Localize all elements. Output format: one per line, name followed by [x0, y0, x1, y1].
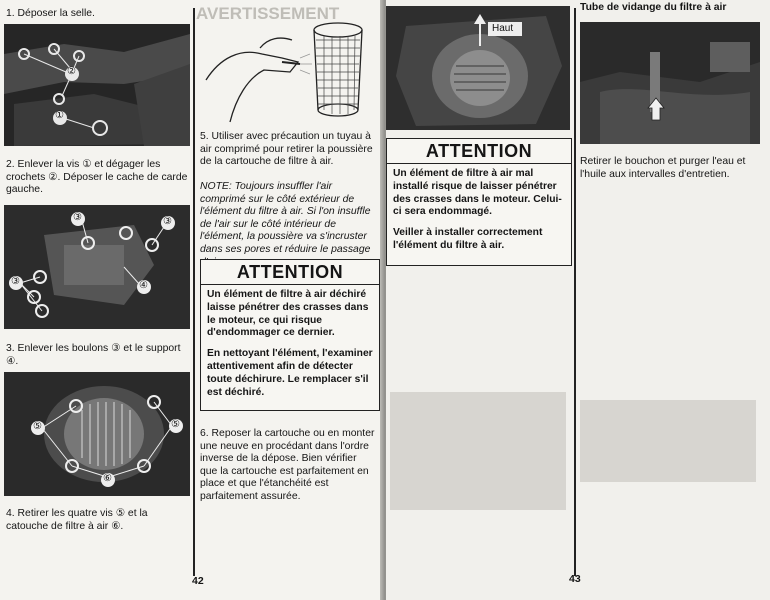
callout-5b: ⑤: [171, 419, 180, 430]
attention-right-text-2: Veiller à installer correctement l'élément du filtre à air.: [393, 227, 543, 251]
step-5-text: 5. Utiliser avec précaution un tuyau à air comprimé pour retirer la poussière de la cartouche de filtre à air.: [200, 131, 373, 168]
callout-3a: ③: [73, 212, 82, 223]
attention-box-left: [200, 259, 380, 411]
photo-side-cover: [4, 24, 190, 146]
callout-3b: ③: [163, 216, 172, 227]
page-number-right: 43: [569, 573, 581, 585]
step-4-text: 4. Retirer les quatre vis ⑤ et la catouche de filtre à air ⑥.: [6, 508, 148, 532]
page-number-left: 42: [192, 575, 204, 587]
note-text: NOTE: Toujours insuffler l'air comprimé sur le côté extérieur de l'élément du filtre à air. Si l'on insuffle de l'air sur le côté intérieur de l'élément, la poussière va s'incruster dans ses pores et réduire le passage: [200, 181, 371, 255]
callout-5a: ⑤: [33, 421, 42, 432]
attention-right-text-1: Un élément de filtre à air mal installé risque de laisser pénétrer des crasses dans le moteur. Celui-ci sera endommagé.: [393, 168, 562, 218]
callout-3c: ③: [11, 276, 20, 287]
photo-drain-tube: [580, 22, 760, 144]
drain-text: Retirer le bouchon et purger l'eau et l'huile aux intervalles d'entretien.: [580, 156, 746, 180]
photo-filter-cartridge: [4, 372, 190, 496]
column-divider: [193, 8, 195, 576]
attention-text-1: Un élément de filtre à air déchiré laisse pénétrer des crasses dans le moteur, ce qui risque d'endommager ce dernier.: [207, 289, 369, 339]
step-3-text: 3. Enlever les boulons ③ et le support ④.: [6, 343, 181, 367]
section-title: Tube de vidange du filtre à air: [580, 2, 727, 13]
callout-2: ②: [67, 66, 76, 77]
attention-box-right: [386, 138, 572, 266]
photo-bolts-support: [4, 205, 190, 329]
photo-filter-housing-top: [386, 6, 570, 130]
photo-label-haut: Haut: [492, 23, 514, 34]
attention-title-right: ATTENTION: [387, 139, 571, 164]
right-page: [386, 0, 770, 600]
step-6-text: 6. Reposer la cartouche ou en monter une neuve en procédant dans l'ordre inverse de la dépose. Bien vérifier que la cartouche est parfaitement en place et que l'étanchéité est parfaitement assurée.: [200, 428, 375, 502]
column-divider-right: [574, 8, 576, 576]
left-page: AVERTISSEMENT 1. Déposer la selle. ② ① 2. Enlever la vis ① et dégager les crochets ②. Déposer le cache de carde gauche. ③ ③ ③ ④ 3. Enlever les boulons ③ et le support ④. ⑤ ⑤ ⑥ 4. Retirer les quatre vis ⑤ et la catouche de filtre à air ⑥. 5. Utiliser avec précaution un tuyau à air comprimé pour retirer la poussière de la cartouche de filtre à air. NOTE: Toujours insuffler l'air comprimé sur le côté extérieur de l'élément du filtre à air. Si l'on insuffle de l'air sur le côté intérieur de l'élément, la poussière va s'incruster dans ses pores et réduire le passage ATTENTION Un élément de filtre à air déchiré laisse pénétrer des crasses dans le moteur, ce qui risque d'endommager ce dernier. En nettoyant l'élément, l'examiner attentivement afin de détecter toute déchirure. Le remplacer s'il est déchiré. 6. Reposer la cartouche ou en monter une neuve en procédant dans l'ordre inverse de la dépose. Bien vérifier que la cartouche est parfaitement en place et que l'étanchéité est parfaitement assurée. 42: [0, 0, 383, 600]
callout-1: ①: [55, 110, 64, 121]
faded-photo: [390, 392, 566, 510]
air-nozzle-illustration: [200, 18, 376, 126]
callout-6: ⑥: [103, 473, 112, 484]
faded-photo-2: [580, 400, 756, 482]
attention-title: ATTENTION: [201, 260, 379, 285]
step-1-text: 1. Déposer la selle.: [6, 8, 95, 19]
step-2-text: 2. Enlever la vis ① et dégager les crochets ②. Déposer le cache de carde gauche.: [6, 159, 188, 196]
attention-text-2: En nettoyant l'élément, l'examiner attentivement afin de détecter toute déchirure. Le remplacer s'il est déchiré.: [207, 348, 373, 398]
callout-4: ④: [139, 280, 148, 291]
